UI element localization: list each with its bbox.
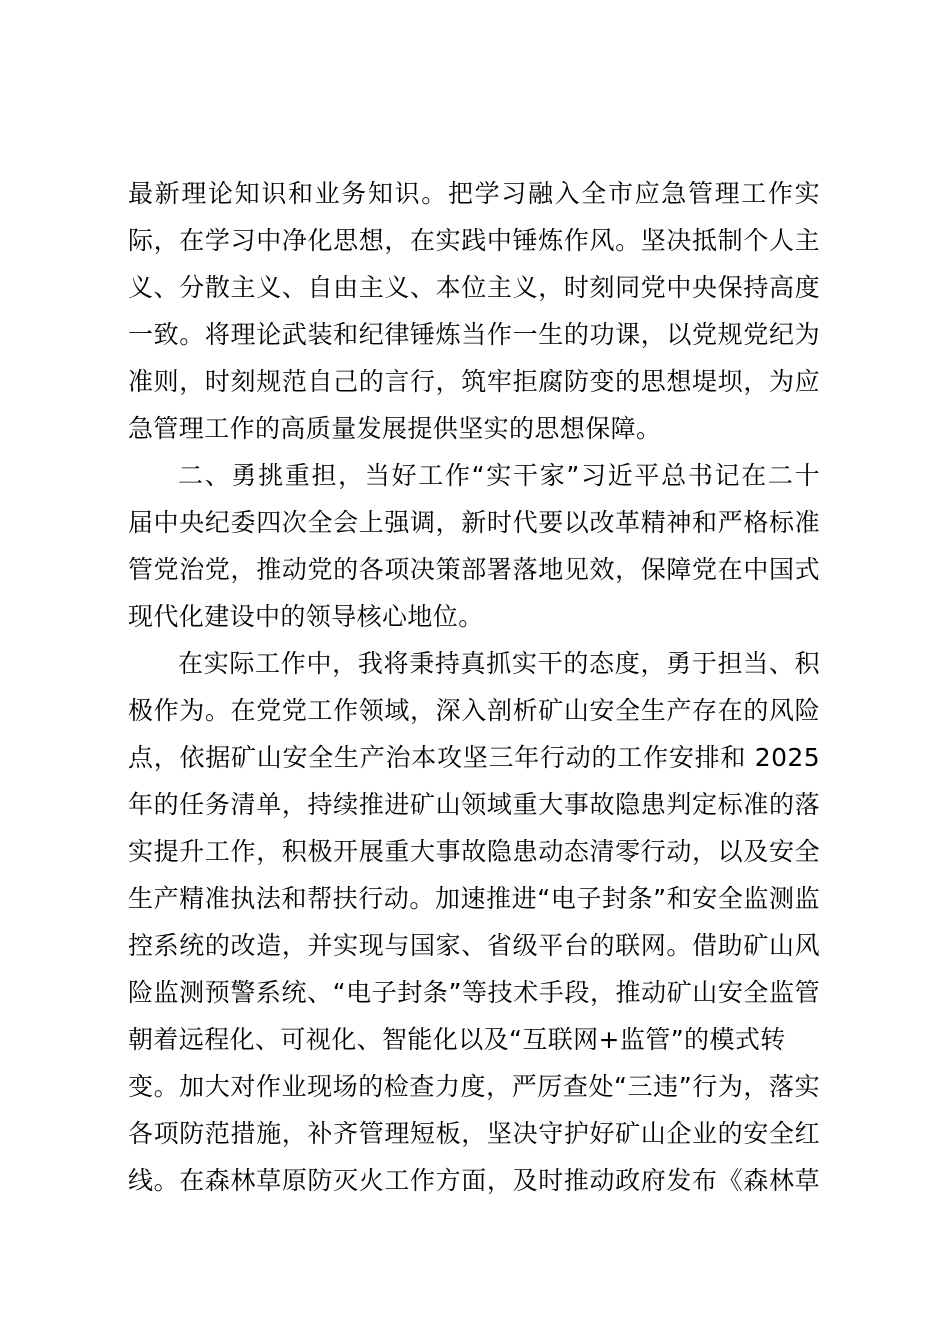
text-line: 年的任务清单，持续推进矿山领域重大事故隐患判定标准的落 (128, 790, 820, 819)
text-line: 线。在森林草原防灭火工作方面，及时推动政府发布《森林草 (128, 1166, 820, 1195)
body-text (128, 170, 820, 1204)
text-line: 义、分散主义、自由主义、本位主义，时刻同党中央保持高度 (128, 273, 820, 302)
text-line: 极作为。在党党工作领域，深入剖析矿山安全生产存在的风险 (128, 696, 820, 725)
text-line: 急管理工作的高质量发展提供坚实的思想保障。 (128, 414, 662, 443)
text-line: 实提升工作，积极开展重大事故隐患动态清零行动，以及安全 (128, 837, 820, 866)
text-line: 控系统的改造，并实现与国家、省级平台的联网。借助矿山风 (128, 931, 820, 960)
paragraph-start-line: 在实际工作中，我将秉持真抓实干的态度，勇于担当、积 (178, 649, 820, 678)
text-line: 一致。将理论武装和纪律锤炼当作一生的功课，以党规党纪为 (128, 320, 820, 349)
text-line: 各项防范措施，补齐管理短板，坚决守护好矿山企业的安全红 (128, 1119, 820, 1148)
text-line: 管党治党，推动党的各项决策部署落地见效，保障党在中国式 (128, 555, 820, 584)
text-line: 际，在学习中净化思想，在实践中锤炼作风。坚决抵制个人主 (128, 226, 820, 255)
text-line: 届中央纪委四次全会上强调，新时代要以改革精神和严格标准 (128, 508, 820, 537)
text-line: 最新理论知识和业务知识。把学习融入全市应急管理工作实 (128, 179, 820, 208)
text-line: 朝着远程化、可视化、智能化以及“互联网+监管”的模式转 (128, 1025, 786, 1054)
text-line: 现代化建设中的领导核心地位。 (128, 602, 484, 631)
text-line: 变。加大对作业现场的检查力度，严厉查处“三违”行为，落实 (128, 1072, 820, 1101)
text-line: 险监测预警系统、“电子封条”等技术手段，推动矿山安全监管 (128, 978, 820, 1007)
text-line: 点，依据矿山安全生产治本攻坚三年行动的工作安排和 2025 (128, 743, 820, 772)
section-heading-line: 二、勇挑重担，当好工作“实干家”习近平总书记在二十 (178, 461, 820, 490)
text-line: 准则，时刻规范自己的言行，筑牢拒腐防变的思想堤坝，为应 (128, 367, 820, 396)
text-line: 生产精准执法和帮扶行动。加速推进“电子封条”和安全监测监 (128, 884, 820, 913)
